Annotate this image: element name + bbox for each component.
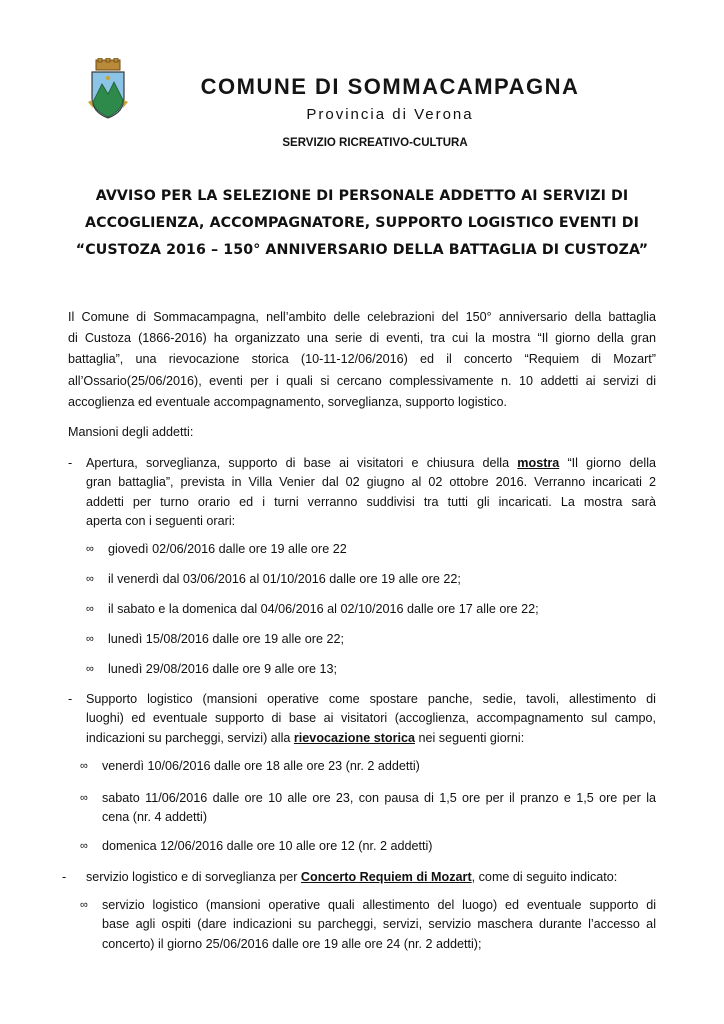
exhibition-keyword: mostra bbox=[517, 456, 560, 470]
duty-line: Supporto logistico (mansioni operative come spostare panche, sedie, tavoli, allestimento di bbox=[86, 692, 656, 706]
text-run: , come di seguito indicato: bbox=[471, 870, 618, 884]
intro-line: battaglia”, una rievocazione storica (10-11-12/06/2016) ed il concerto “Requiem di Mozart” bbox=[68, 352, 656, 367]
text-run: nei seguenti giorni: bbox=[415, 730, 525, 745]
infinity-bullet-icon: ∞ bbox=[86, 573, 94, 585]
intro-line: all’Ossario(25/06/2016), eventi per i quali si cercano complessivamente n. 10 addetti ai servizi di bbox=[68, 373, 656, 388]
duty-line: gran battaglia”, prevista in Villa Venier dal 02 giugno al 02 ottobre 2016. Verranno incaricati 2 bbox=[86, 475, 656, 490]
duty-line bbox=[86, 729, 656, 748]
infinity-bullet-icon: ∞ bbox=[80, 760, 88, 772]
concert-detail-text bbox=[102, 896, 656, 954]
day-text: domenica 12/06/2016 dalle ore 10 alle ore 12 (nr. 2 addetti) bbox=[102, 839, 433, 853]
duty-line bbox=[86, 454, 656, 473]
duty-line bbox=[86, 868, 656, 887]
day-text: venerdì 10/06/2016 dalle ore 18 alle ore 23 (nr. 2 addetti) bbox=[102, 759, 420, 773]
infinity-bullet-icon: ∞ bbox=[86, 633, 94, 645]
heading-line-1: AVVISO PER LA SELEZIONE DI PERSONALE ADDETTO AI SERVIZI DI bbox=[95, 188, 629, 204]
intro-line: di Custoza (1866-2016) ha organizzato una serie di eventi, tra cui la mostra “Il giorno della gran bbox=[68, 331, 656, 346]
infinity-bullet-icon: ∞ bbox=[86, 663, 94, 675]
list-dash: - bbox=[68, 456, 73, 470]
text-run: servizio logistico e di sorveglianza per bbox=[86, 870, 301, 884]
list-dash: - bbox=[62, 870, 67, 884]
detail-line: servizio logistico (mansioni operative quali allestimento del luogo) ed eventuale supporto di bbox=[102, 898, 656, 912]
intro-paragraph bbox=[68, 307, 656, 413]
infinity-bullet-icon: ∞ bbox=[80, 840, 88, 852]
duty-item-exhibition bbox=[68, 454, 656, 534]
schedule-text: il venerdì dal 03/06/2016 al 01/10/2016 dalle ore 19 alle ore 22; bbox=[108, 572, 461, 586]
infinity-bullet-icon: ∞ bbox=[80, 899, 88, 911]
text-run: “Il giorno della bbox=[559, 456, 656, 470]
duties-label: Mansioni degli addetti: bbox=[68, 425, 194, 439]
duty-line: aperta con i seguenti orari: bbox=[86, 513, 236, 528]
schedule-text: lunedì 29/08/2016 dalle ore 9 alle ore 13; bbox=[108, 662, 337, 676]
list-dash: - bbox=[68, 692, 73, 706]
duty-item-concert bbox=[62, 868, 662, 888]
schedule-text: lunedì 15/08/2016 dalle ore 19 alle ore 22; bbox=[108, 632, 344, 646]
concert-keyword: Concerto Requiem di Mozart bbox=[300, 870, 472, 884]
infinity-bullet-icon: ∞ bbox=[86, 603, 94, 615]
day-text bbox=[102, 789, 656, 828]
heading-line-3: “CUSTOZA 2016 – 150° ANNIVERSARIO DELLA BATTAGLIA DI CUSTOZA” bbox=[75, 242, 649, 258]
schedule-text: il sabato e la domenica dal 04/06/2016 al 02/10/2016 dalle ore 17 alle ore 22; bbox=[108, 602, 539, 616]
infinity-bullet-icon: ∞ bbox=[86, 543, 94, 555]
province-subtitle: Provincia di Verona bbox=[306, 106, 474, 123]
infinity-bullet-icon: ∞ bbox=[80, 792, 88, 804]
duty-line: luoghi) ed eventuale supporto di base ai visitatori (accoglienza, accompagnamento sul campo, bbox=[86, 711, 656, 726]
text-run: indicazioni su parcheggi, servizi) alla bbox=[86, 730, 294, 745]
intro-line: Il Comune di Sommacampagna, nell’ambito delle celebrazioni del 150° anniversario della battaglia bbox=[68, 310, 656, 324]
duty-item-reenactment bbox=[68, 690, 656, 750]
service-name: SERVIZIO RICREATIVO-CULTURA bbox=[282, 137, 468, 149]
duty-line: addetti per turno orario ed i turni verranno suddivisi tra tutti gli incaricati. La mostra sarà bbox=[86, 494, 656, 509]
detail-line: concerto) il giorno 25/06/2016 dalle ore 19 alle ore 24 (nr. 2 addetti); bbox=[102, 936, 482, 951]
day-line: sabato 11/06/2016 dalle ore 10 alle ore 23, con pausa di 1,5 ore per il pranzo e 1,5 ore per la bbox=[102, 791, 656, 805]
detail-line: base agli ospiti (dare indicazioni su parcheggi, servizi, servizio maschera durante l’accesso al bbox=[102, 917, 656, 932]
day-line: cena (nr. 4 addetti) bbox=[102, 810, 208, 825]
intro-line: accoglienza ed eventuale accompagnamento, sorveglianza, supporto logistico. bbox=[68, 394, 507, 409]
heading-line-2: ACCOGLIENZA, ACCOMPAGNATORE, SUPPORTO LOGISTICO EVENTI DI bbox=[85, 215, 639, 231]
text-run: Apertura, sorveglianza, supporto di base ai visitatori e chiusura della bbox=[86, 456, 518, 470]
schedule-text: giovedì 02/06/2016 dalle ore 19 alle ore 22 bbox=[108, 542, 347, 556]
notice-heading bbox=[60, 183, 664, 264]
reenactment-keyword: rievocazione storica bbox=[293, 730, 415, 745]
municipality-title: COMUNE DI SOMMACAMPAGNA bbox=[200, 74, 580, 99]
